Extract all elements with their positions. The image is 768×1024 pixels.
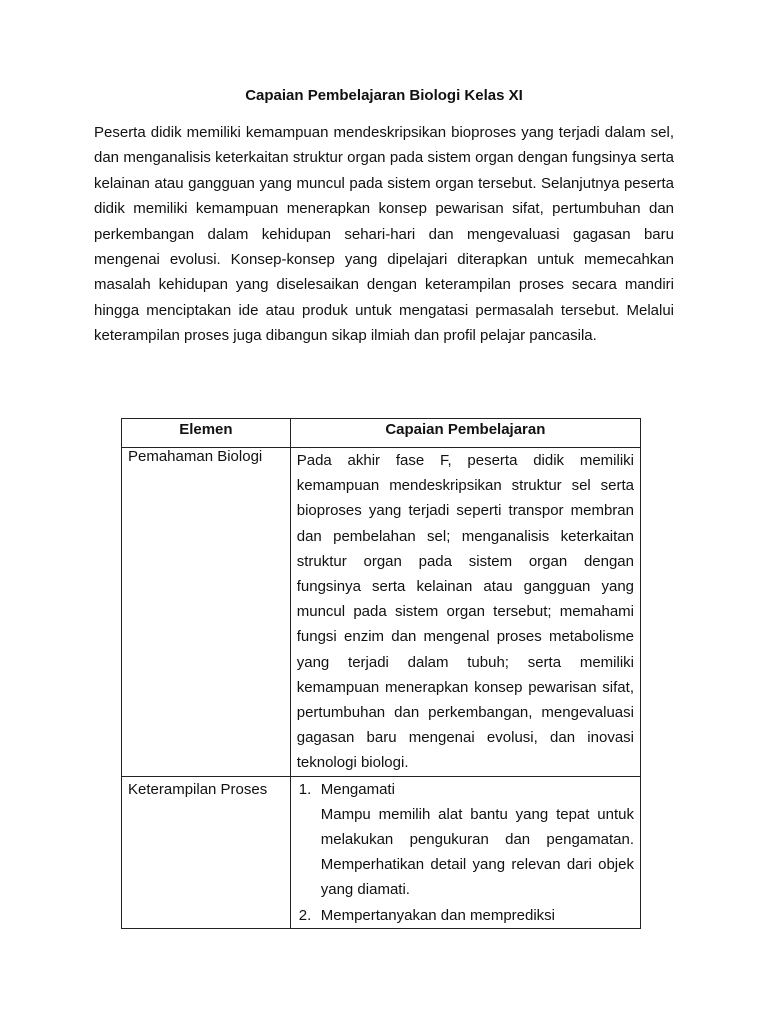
intro-paragraph: Peserta didik memiliki kemampuan mendeskripsikan bioproses yang terjadi dalam sel, dan menganalisis keterkaitan struktur organ pada sistem organ dengan fungsinya serta kelainan atau gangguan yang muncul pada sistem organ tersebut. Selanjutnya peserta didik memiliki kemampuan menerapkan konsep pewarisan sifat, pertumbuhan dan perkembangan dalam kehidupan sehari-hari dan mengevaluasi gagasan baru mengenai evolusi. Konsep-konsep yang dipelajari diterapkan untuk memecahkan masalah kehidupan yang diselesaikan dengan keterampilan proses secara mandiri hingga menciptakan ide atau produk untuk mengatasi permasalah tersebut. Melalui keterampilan proses juga dibangun sikap ilmiah dan profil pelajar pancasila. bbox=[94, 124, 674, 345]
elemen-cell-keterampilan: Keterampilan Proses bbox=[122, 776, 291, 928]
elemen-cell-pemahaman: Pemahaman Biologi bbox=[122, 448, 291, 777]
capaian-text: Pada akhir fase F, peserta didik memiliki kemampuan mendeskripsikan struktur sel serta bioproses yang terjadi seperti transpor membran dan pembelahan sel; menganalisis keterkaitan struktur organ pada sistem organ dengan fungsinya serta kelainan atau gangguan yang muncul pada sistem organ tersebut; memahami fungsi enzim dan mengenal proses metabolisme yang terjadi dalam tubuh; serta memiliki kemampuan menerapkan konsep pewarisan sifat, pertumbuhan dan perkembangan, mengevaluasi gagasan baru mengenai evolusi, dan inovasi teknologi biologi. bbox=[296, 452, 634, 772]
list-item-number: 1. bbox=[298, 780, 312, 798]
list-item-number: 2. bbox=[298, 906, 312, 924]
capaian-table bbox=[121, 418, 641, 929]
table-header-row bbox=[122, 419, 641, 448]
list-item bbox=[297, 903, 634, 928]
capaian-cell-pemahaman bbox=[290, 448, 640, 777]
list-item-description: Mampu memilih alat bantu yang tepat untuk melakukan pengukuran dan pengamatan. Memperhatikan detail yang relevan dari objek yang diamati. bbox=[320, 805, 634, 899]
list-item-title: Mengamati bbox=[320, 780, 395, 798]
list-item-title: Mempertanyakan dan memprediksi bbox=[320, 906, 556, 924]
header-capaian: Capaian Pembelajaran bbox=[290, 419, 640, 448]
list-item bbox=[297, 777, 634, 903]
header-elemen: Elemen bbox=[122, 419, 291, 448]
table-row bbox=[122, 776, 641, 928]
capaian-cell-keterampilan bbox=[290, 776, 640, 928]
table-row bbox=[122, 448, 641, 777]
skills-list bbox=[297, 777, 634, 928]
document-title: Capaian Pembelajaran Biologi Kelas XI bbox=[245, 87, 523, 104]
